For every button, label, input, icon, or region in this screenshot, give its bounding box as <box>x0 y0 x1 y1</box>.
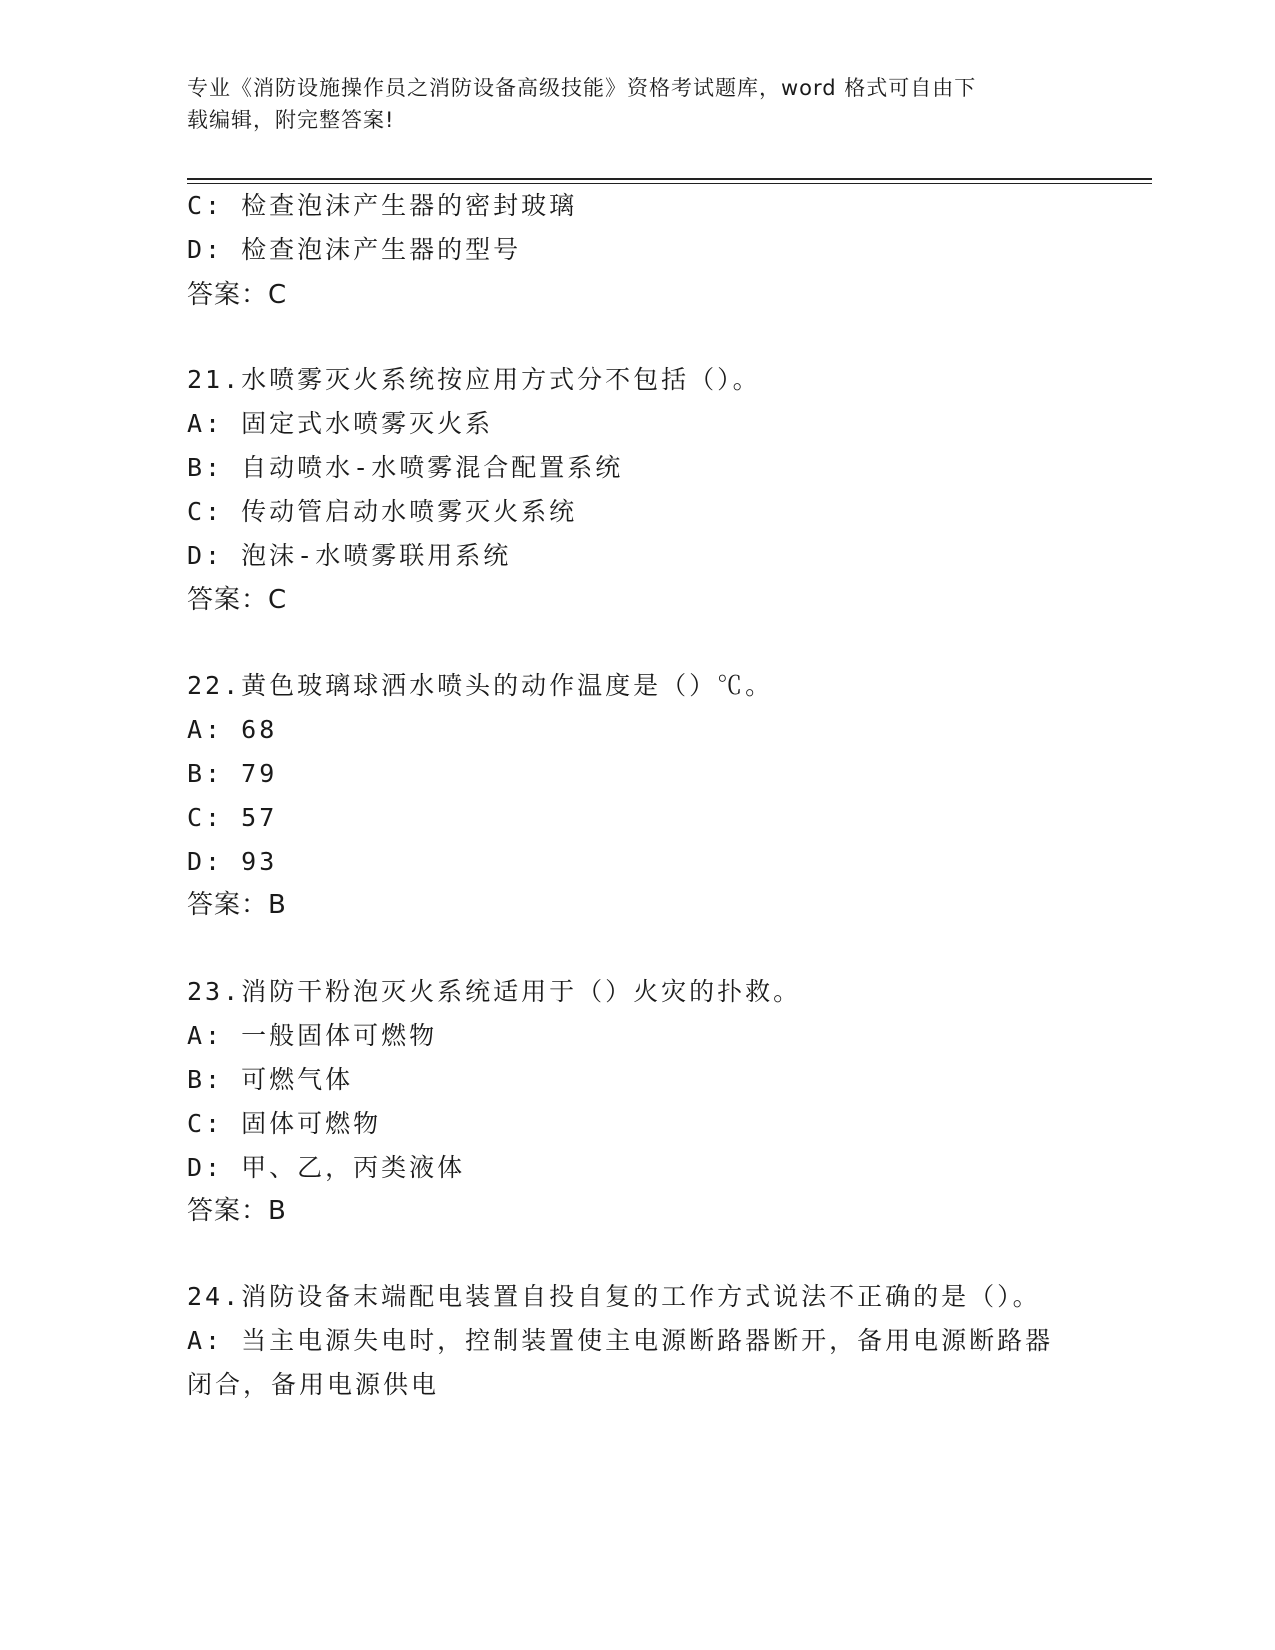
prev-answer: 答案：C <box>187 280 288 310</box>
q22-option-d: D: 93 <box>187 847 278 876</box>
q21-option-d: D: 泡沫-水喷雾联用系统 <box>187 541 512 570</box>
q21-option-b: B: 自动喷水-水喷雾混合配置系统 <box>187 453 624 482</box>
header-divider-thin <box>187 183 1152 184</box>
header-line-2: 载编辑，附完整答案! <box>187 108 395 132</box>
q24-option-a-line-1: A: 当主电源失电时，控制装置使主电源断路器断开，备用电源断路器 <box>187 1326 1054 1355</box>
q21-answer: 答案：C <box>187 585 288 615</box>
q23-answer: 答案：B <box>187 1196 287 1226</box>
q22-option-a: A: 68 <box>187 715 278 744</box>
header-line-1: 专业《消防设施操作员之消防设备高级技能》资格考试题库，word 格式可自由下 <box>187 76 977 100</box>
q21-option-c: C: 传动管启动水喷雾灭火系统 <box>187 497 578 526</box>
page-header <box>187 72 1087 136</box>
q22-stem: 22.黄色玻璃球洒水喷头的动作温度是（）℃。 <box>187 671 774 700</box>
q22-answer: 答案：B <box>187 890 287 920</box>
q22-option-b: B: 79 <box>187 759 278 788</box>
prev-option-d: D: 检查泡沫产生器的型号 <box>187 235 522 264</box>
q24-option-a-line-2: 闭合，备用电源供电 <box>187 1370 440 1399</box>
q23-option-b: B: 可燃气体 <box>187 1065 354 1094</box>
q23-option-c: C: 固体可燃物 <box>187 1109 382 1138</box>
header-divider-thick <box>187 178 1152 180</box>
q23-option-a: A: 一般固体可燃物 <box>187 1021 438 1050</box>
q23-stem: 23.消防干粉泡灭火系统适用于（）火灾的扑救。 <box>187 977 802 1006</box>
q24-stem: 24.消防设备末端配电装置自投自复的工作方式说法不正确的是（）。 <box>187 1282 1041 1311</box>
q21-option-a: A: 固定式水喷雾灭火系 <box>187 409 494 438</box>
prev-option-c: C: 检查泡沫产生器的密封玻璃 <box>187 191 578 220</box>
q21-stem: 21.水喷雾灭火系统按应用方式分不包括（）。 <box>187 365 761 394</box>
q23-option-d: D: 甲、乙，丙类液体 <box>187 1153 466 1182</box>
q22-option-c: C: 57 <box>187 803 278 832</box>
